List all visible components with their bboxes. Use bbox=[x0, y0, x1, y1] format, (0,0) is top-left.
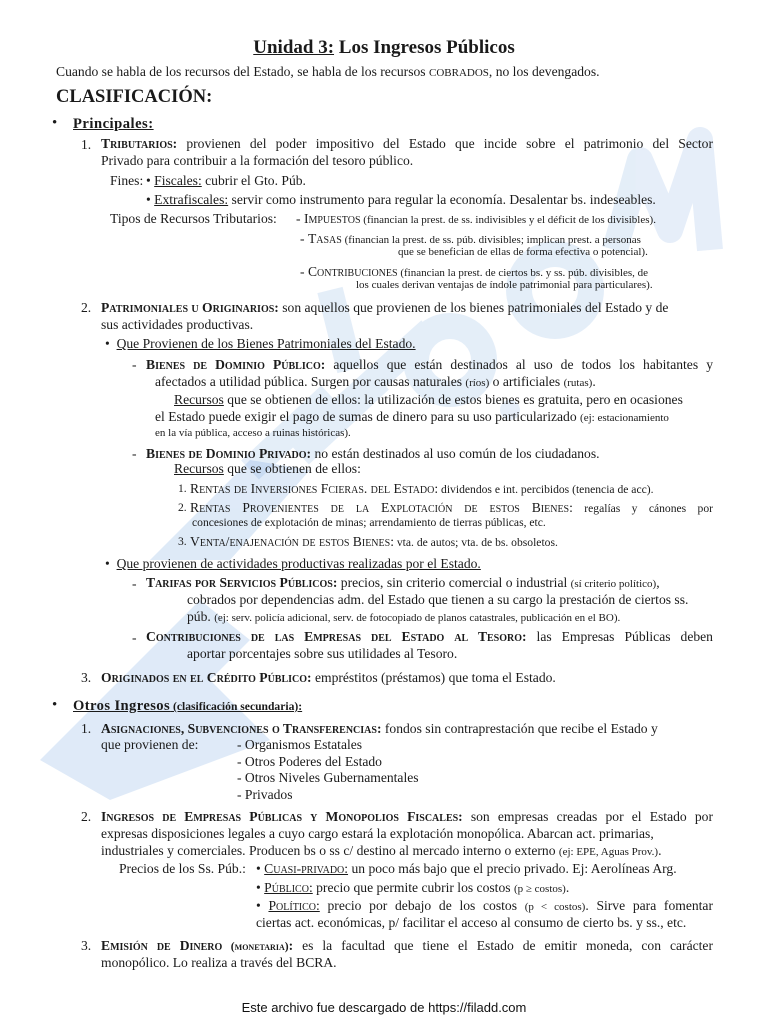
sub2-text: Que provienen de actividades productivas realizadas por el Estado. bbox=[116, 556, 481, 571]
asignaciones-line2: que provienen de: bbox=[101, 737, 199, 752]
tsp-text3a: púb. bbox=[187, 609, 215, 624]
tributarios-line1 bbox=[101, 137, 713, 151]
bullet-principales: • bbox=[52, 115, 58, 131]
tsp-text3b: (ej: serv. policía adicional, serv. de fotocopiado de planos catastrales, publicación en el BO). bbox=[214, 612, 621, 624]
renta3-number: 3. bbox=[178, 535, 187, 548]
tasas-label: Tasas bbox=[307, 231, 342, 246]
extrafiscales-label: Extrafiscales: bbox=[154, 192, 229, 207]
bdp-text1: aquellos que están destinados al uso de todos los habitantes y bbox=[325, 357, 713, 372]
politico-line2: ciertas act. económicas, p/ facilitar el acceso al consumo de cierto bs. y ss., etc. bbox=[256, 915, 687, 930]
renta2-line1 bbox=[190, 501, 713, 515]
bdp-rutas: (rutas) bbox=[563, 377, 593, 389]
emision-line2: monopólico. Lo realiza a través del BCRA. bbox=[101, 955, 337, 970]
bullet-otros: • bbox=[52, 697, 58, 713]
pol-paren: (p < costos) bbox=[524, 901, 586, 913]
bdp-text2c: . bbox=[592, 374, 596, 389]
cp-dot: • bbox=[256, 861, 261, 876]
bdp-text2b: o artificiales bbox=[489, 374, 564, 389]
empresas-number: 2. bbox=[81, 809, 92, 824]
bdp-label: Bienes de Dominio Público: bbox=[146, 357, 326, 372]
renta2-number: 2. bbox=[178, 501, 187, 514]
tasas-line1 bbox=[300, 232, 641, 246]
cet-line2: aportar porcentajes sobre sus utilidades al Tesoro. bbox=[187, 646, 458, 661]
cet-label: Contribuciones de las Empresas del Estado al Tesoro: bbox=[146, 629, 527, 644]
renta3-line bbox=[190, 535, 558, 549]
renta1-number: 1. bbox=[178, 482, 187, 495]
empresas-text3a: industriales y comerciales. Producen bs o ss c/ destino al mercado interno o externo bbox=[101, 843, 559, 858]
cuasi-privado-line bbox=[256, 862, 677, 876]
pol-text2: . Sirve para fomentar bbox=[585, 898, 713, 913]
asignaciones-line1 bbox=[101, 722, 658, 736]
renta3-label: Venta/enajenación de estos Bienes: bbox=[190, 534, 394, 549]
extrafiscales-line bbox=[146, 193, 656, 207]
fiscales-label: Fiscales: bbox=[154, 173, 202, 188]
contribuciones-line1 bbox=[300, 265, 648, 279]
contrib-dash: - bbox=[300, 264, 308, 279]
cp-label: Cuasi-privado: bbox=[264, 861, 349, 876]
asignaciones-label: Asignaciones, Subvenciones o Transferencias: bbox=[101, 721, 382, 736]
emision-colon: : bbox=[288, 938, 294, 953]
otros-heading-paren: (clasificación secundaria): bbox=[170, 700, 303, 713]
patrimoniales-label: Patrimoniales u Originarios: bbox=[101, 300, 279, 315]
bdpr-recursos-line bbox=[174, 462, 361, 476]
renta1-label: Rentas de Inversiones Fcieras. del Estado: bbox=[190, 481, 439, 496]
bdpr-recursos-text: que se obtienen de ellos: bbox=[223, 461, 361, 476]
tributarios-text1: provienen del poder impositivo del Estado que incide sobre el patrimonio del Sector bbox=[177, 136, 713, 151]
pub-dot: • bbox=[256, 880, 261, 895]
title-unit: Unidad 3: bbox=[253, 37, 335, 58]
renta2-label: Rentas Provenientes de la Explotación de estos Bienes: bbox=[190, 500, 573, 515]
fines-label: Fines: bbox=[110, 173, 144, 188]
empresas-line1 bbox=[101, 810, 713, 824]
tsp-line3 bbox=[187, 610, 620, 624]
tsp-line1 bbox=[146, 576, 660, 590]
emision-number: 3. bbox=[81, 938, 92, 953]
bdp-text3: que se obtienen de ellos: la utilización de estos bienes es gratuita, pero en ocasiones bbox=[223, 392, 683, 407]
credito-text: empréstitos (préstamos) que toma el Estado. bbox=[311, 670, 556, 685]
bdp-line1 bbox=[146, 358, 713, 372]
fiscales-dot: • bbox=[146, 173, 151, 188]
tributarios-line2: Privado para contribuir a la formación del tesoro público. bbox=[101, 153, 414, 168]
asignaciones-item-2: - Otros Poderes del Estado bbox=[237, 754, 382, 769]
politico-line1 bbox=[256, 899, 713, 913]
sub2-dot: • bbox=[105, 556, 110, 571]
document-title bbox=[0, 38, 768, 57]
bdpr-dash: - bbox=[132, 446, 137, 461]
pub-end: . bbox=[565, 880, 570, 895]
impuestos-line bbox=[296, 212, 656, 226]
tasas-text1: (financian la prest. de ss. púb. divisibles; implican prest. a personas bbox=[341, 234, 641, 246]
title-rest: Los Ingresos Públicos bbox=[334, 37, 515, 58]
emision-label: Emisión de Dinero bbox=[101, 938, 223, 953]
tsp-text1: precios, sin criterio comercial o industrial bbox=[337, 575, 571, 590]
otros-heading-text: Otros Ingresos bbox=[73, 698, 171, 714]
pub-paren: (p ≥ costos) bbox=[513, 883, 566, 895]
asignaciones-item-1: - Organismos Estatales bbox=[237, 737, 363, 752]
cet-line1 bbox=[146, 630, 713, 644]
contribuciones-line2: los cuales derivan ventajas de índole patrimonial para particulares). bbox=[356, 279, 653, 291]
bdp-rios: (ríos) bbox=[465, 377, 490, 389]
cet-text1: las Empresas Públicas deben bbox=[526, 629, 713, 644]
tasas-line2: que se benefician de ellas de forma efectiva o potencial). bbox=[398, 246, 648, 258]
bdp-line2 bbox=[155, 375, 596, 389]
sub1-dot: • bbox=[105, 336, 110, 351]
fiscales-text: cubrir el Gto. Púb. bbox=[201, 173, 306, 188]
intro-post: , no los devengados. bbox=[488, 64, 600, 79]
pol-text: precio por debajo de los costos bbox=[319, 898, 525, 913]
tributarios-label: Tributarios: bbox=[101, 136, 178, 151]
tsp-paren: (sí criterio político) bbox=[570, 578, 657, 590]
actividades-subheading bbox=[105, 557, 481, 571]
cet-dash: - bbox=[132, 630, 137, 645]
pub-label: Público: bbox=[264, 880, 313, 895]
tipos-label: Tipos de Recursos Tributarios: bbox=[110, 211, 277, 226]
bdp-text2a: afectados a utilidad pública. Surgen por causas naturales bbox=[155, 374, 466, 389]
renta2-line2: concesiones de explotación de minas; arrendamiento de tierras públicas, etc. bbox=[192, 516, 546, 529]
intro-cobrados: COBRADOS bbox=[428, 67, 489, 79]
credito-label: Originados en el Crédito Público: bbox=[101, 670, 312, 685]
bdp-recursos: Recursos bbox=[174, 392, 224, 407]
credito-line bbox=[101, 671, 556, 685]
bdpr-recursos: Recursos bbox=[174, 461, 224, 476]
bdp-text4b: (ej: estacionamiento bbox=[580, 412, 669, 424]
renta2-text1: regalías y cánones por bbox=[572, 502, 713, 515]
contrib-text1: (financian la prest. de ciertos bs. y ss. púb. divisibles, de bbox=[397, 267, 649, 279]
intro-line bbox=[56, 65, 600, 79]
extrafiscales-dot: • bbox=[146, 192, 151, 207]
impuestos-dash: - bbox=[296, 211, 304, 226]
precios-label: Precios de los Ss. Púb.: bbox=[119, 861, 246, 876]
empresas-text3b: (ej: EPE, Aguas Prov.) bbox=[558, 846, 659, 858]
fiscales-line bbox=[146, 174, 306, 188]
emision-text1: es la facultad que tiene el Estado de emitir moneda, con carácter bbox=[293, 938, 713, 953]
tributarios-number: 1. bbox=[81, 137, 92, 152]
bdp-line5: en la vía pública, acceso a ruinas históricas). bbox=[155, 427, 351, 439]
cp-text: un poco más bajo que el precio privado. Ej: Aerolíneas Arg. bbox=[348, 861, 677, 876]
renta1-text: dividendos e int. percibidos (tenencia de acc). bbox=[438, 483, 654, 496]
tsp-text1b: , bbox=[656, 575, 660, 590]
renta1-line bbox=[190, 482, 654, 496]
download-footer: Este archivo fue descargado de https://filadd.com bbox=[241, 1000, 527, 1015]
patrimoniales-line1 bbox=[101, 301, 668, 315]
empresas-line2: expresas disposiciones legales a cuyo cargo estará la explotación monopólica. Abarcan act. primarias, bbox=[101, 826, 654, 841]
bdp-text4a: el Estado puede exigir el pago de sumas de dinero para su uso particularizado bbox=[155, 409, 581, 424]
bdp-line3 bbox=[174, 393, 683, 407]
bdpr-line1 bbox=[146, 447, 600, 461]
empresas-line3 bbox=[101, 844, 662, 858]
principales-heading: Principales: bbox=[73, 116, 154, 132]
publico-line bbox=[256, 881, 569, 895]
pol-label: Político: bbox=[268, 898, 320, 913]
extrafiscales-text: servir como instrumento para regular la economía. Desalentar bs. indeseables. bbox=[228, 192, 656, 207]
patrimoniales-line2: sus actividades productivas. bbox=[101, 317, 254, 332]
pol-dot: • bbox=[256, 898, 261, 913]
bdpr-text: no están destinados al uso común de los ciudadanos. bbox=[311, 446, 600, 461]
bienes-patrimoniales-subheading bbox=[105, 337, 416, 351]
clasificacion-heading: CLASIFICACIÓN: bbox=[56, 87, 213, 107]
asignaciones-item-4: - Privados bbox=[237, 787, 293, 802]
bdp-dash: - bbox=[132, 357, 137, 372]
otros-heading bbox=[73, 699, 302, 714]
tsp-dash: - bbox=[132, 576, 137, 591]
tsp-label: Tarifas por Servicios Públicos: bbox=[146, 575, 338, 590]
intro-pre: Cuando se habla de los recursos del Estado, se habla de los recursos bbox=[56, 64, 429, 79]
contrib-label: Contribuciones bbox=[307, 264, 398, 279]
patrimoniales-number: 2. bbox=[81, 300, 92, 315]
tasas-dash: - bbox=[300, 231, 308, 246]
emision-label-paren: (monetaria) bbox=[222, 940, 289, 953]
asignaciones-number: 1. bbox=[81, 721, 92, 736]
impuestos-text: (financian la prest. de ss. indivisibles y el déficit de los divisibles). bbox=[360, 214, 656, 226]
sub1-text: Que Provienen de los Bienes Patrimoniales del Estado. bbox=[116, 336, 416, 351]
asignaciones-item-3: - Otros Niveles Gubernamentales bbox=[237, 770, 419, 785]
bdpr-label: Bienes de Dominio Privado: bbox=[146, 446, 312, 461]
empresas-text1: son empresas creadas por el Estado por bbox=[462, 809, 713, 824]
tsp-line2: cobrados por dependencias adm. del Estado que tienen a su cargo la prestación de ciertos ss. bbox=[187, 592, 689, 607]
patrimoniales-text1: son aquellos que provienen de los bienes patrimoniales del Estado y de bbox=[278, 300, 669, 315]
credito-number: 3. bbox=[81, 670, 92, 685]
bdp-line4 bbox=[155, 410, 669, 424]
renta3-text: vta. de autos; vta. de bs. obsoletos. bbox=[393, 536, 558, 549]
pub-text: precio que permite cubrir los costos bbox=[312, 880, 514, 895]
asignaciones-text1: fondos sin contraprestación que recibe el Estado y bbox=[381, 721, 658, 736]
empresas-text3c: . bbox=[658, 843, 662, 858]
impuestos-label: Impuestos bbox=[303, 211, 361, 226]
empresas-label: Ingresos de Empresas Públicas y Monopolios Fiscales: bbox=[101, 809, 463, 824]
emision-line1 bbox=[101, 939, 713, 953]
